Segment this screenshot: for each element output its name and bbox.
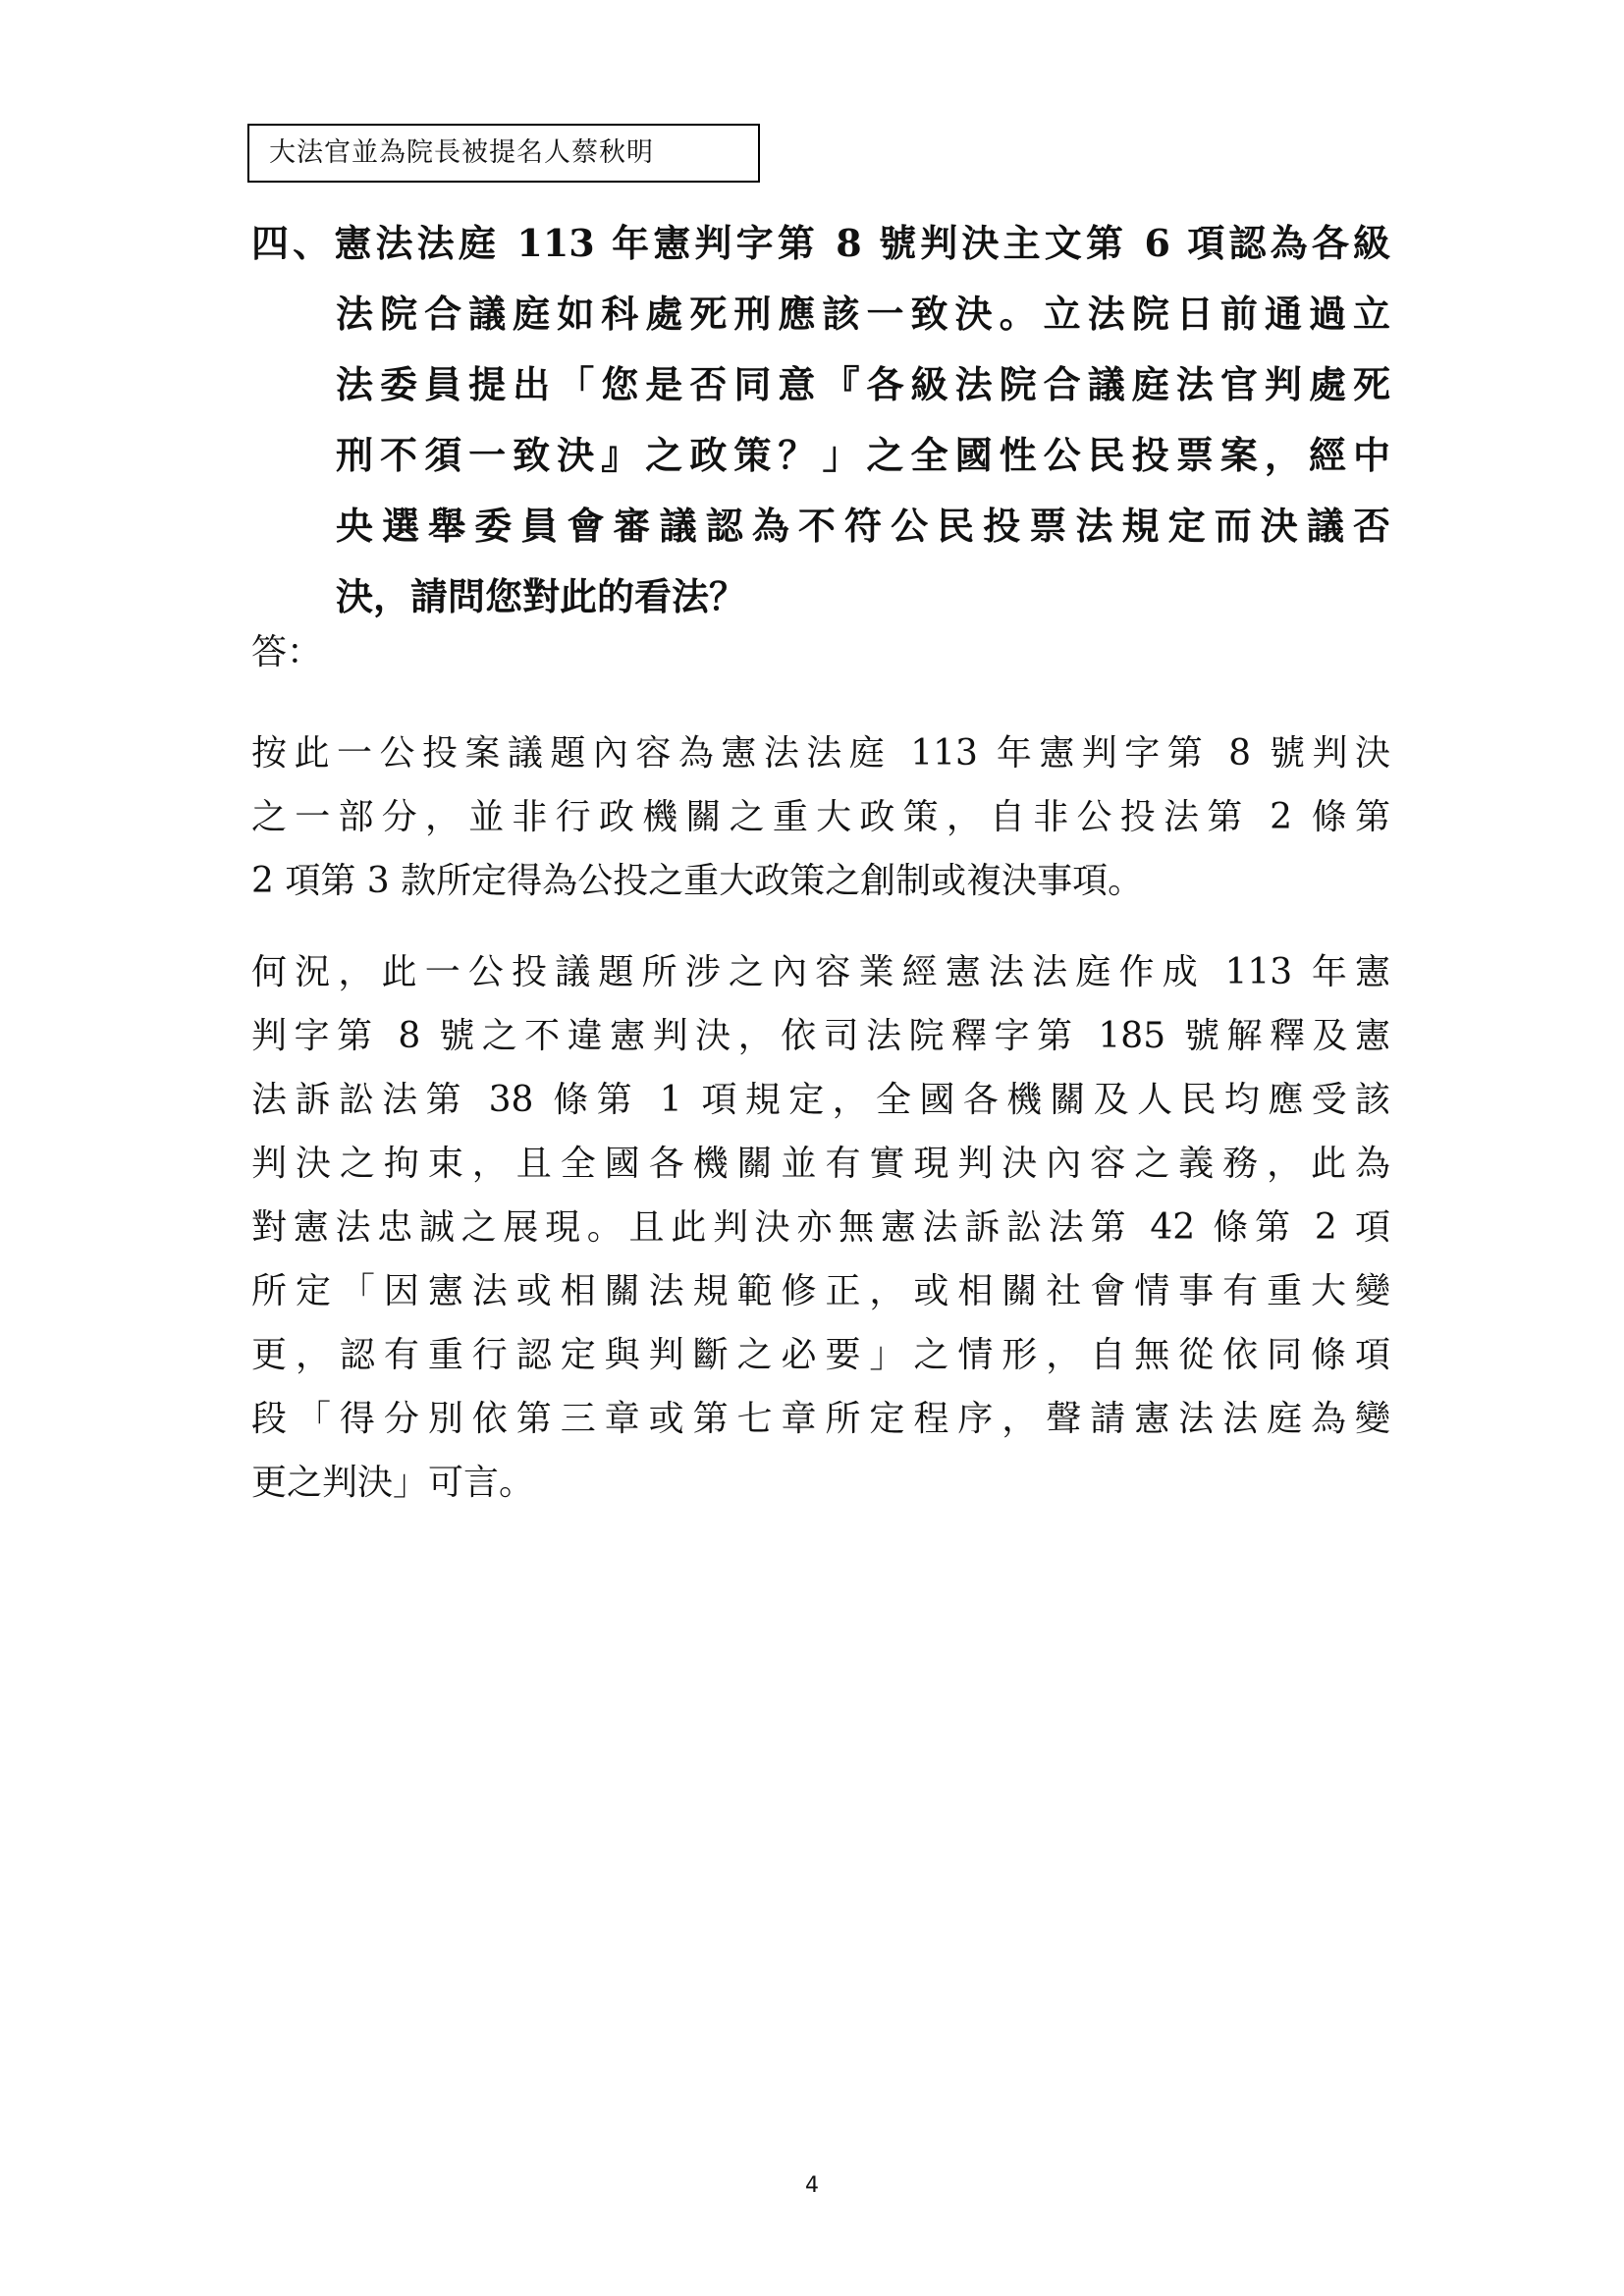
paragraph-line: 法訴訟法第 38 條第 1 項規定，全國各機關及人民均應受該 xyxy=(251,1080,1390,1120)
paragraph-line: 之一部分，並非行政機關之重大政策，自非公投法第 2 條第 xyxy=(251,797,1390,837)
nominee-label: 大法官並為院長被提名人蔡秋明 xyxy=(269,137,654,168)
page-number: 4 xyxy=(805,2173,819,2198)
question-line: 四、憲法法庭 113 年憲判字第 8 號判決主文第 6 項認為各級 xyxy=(251,221,1390,265)
paragraph-line: 判決之拘束，且全國各機關並有實現判決內容之義務，此為 xyxy=(251,1144,1390,1184)
paragraph-line: 2 項第 3 款所定得為公投之重大政策之創制或複決事項。 xyxy=(251,861,1144,901)
answer-label: 答： xyxy=(251,632,323,672)
question-block xyxy=(251,208,1390,632)
paragraph-line: 按此一公投案議題內容為憲法法庭 113 年憲判字第 8 號判決 xyxy=(251,733,1390,774)
paragraph-line: 何況，此一公投議題所涉之內容業經憲法法庭作成 113 年憲 xyxy=(251,952,1390,992)
question-line: 法院合議庭如科處死刑應該一致決。立法院日前通過立 xyxy=(336,292,1390,336)
paragraph-line: 更，認有重行認定與判斷之必要」之情形，自無從依同條項 xyxy=(251,1335,1390,1375)
paragraph-line: 對憲法忠誠之展現。且此判決亦無憲法訴訟法第 42 條第 2 項 xyxy=(251,1207,1390,1248)
nominee-header-box xyxy=(247,124,760,183)
paragraph-line: 段「得分別依第三章或第七章所定程序，聲請憲法法庭為變 xyxy=(251,1399,1390,1439)
answer-paragraph-2 xyxy=(251,940,1390,1515)
paragraph-line: 判字第 8 號之不違憲判決，依司法院釋字第 185 號解釋及憲 xyxy=(251,1016,1390,1056)
answer-paragraph-1 xyxy=(251,721,1390,913)
question-line: 央選舉委員會審議認為不符公民投票法規定而決議否 xyxy=(336,504,1390,548)
question-line: 決，請問您對此的看法？ xyxy=(336,574,747,618)
question-line: 法委員提出「您是否同意『各級法院合議庭法官判處死 xyxy=(336,362,1390,406)
paragraph-line: 更之判決」可言。 xyxy=(251,1463,535,1503)
question-line: 刑不須一致決』之政策？」之全國性公民投票案，經中 xyxy=(336,433,1390,477)
paragraph-line: 所定「因憲法或相關法規範修正，或相關社會情事有重大變 xyxy=(251,1271,1390,1311)
